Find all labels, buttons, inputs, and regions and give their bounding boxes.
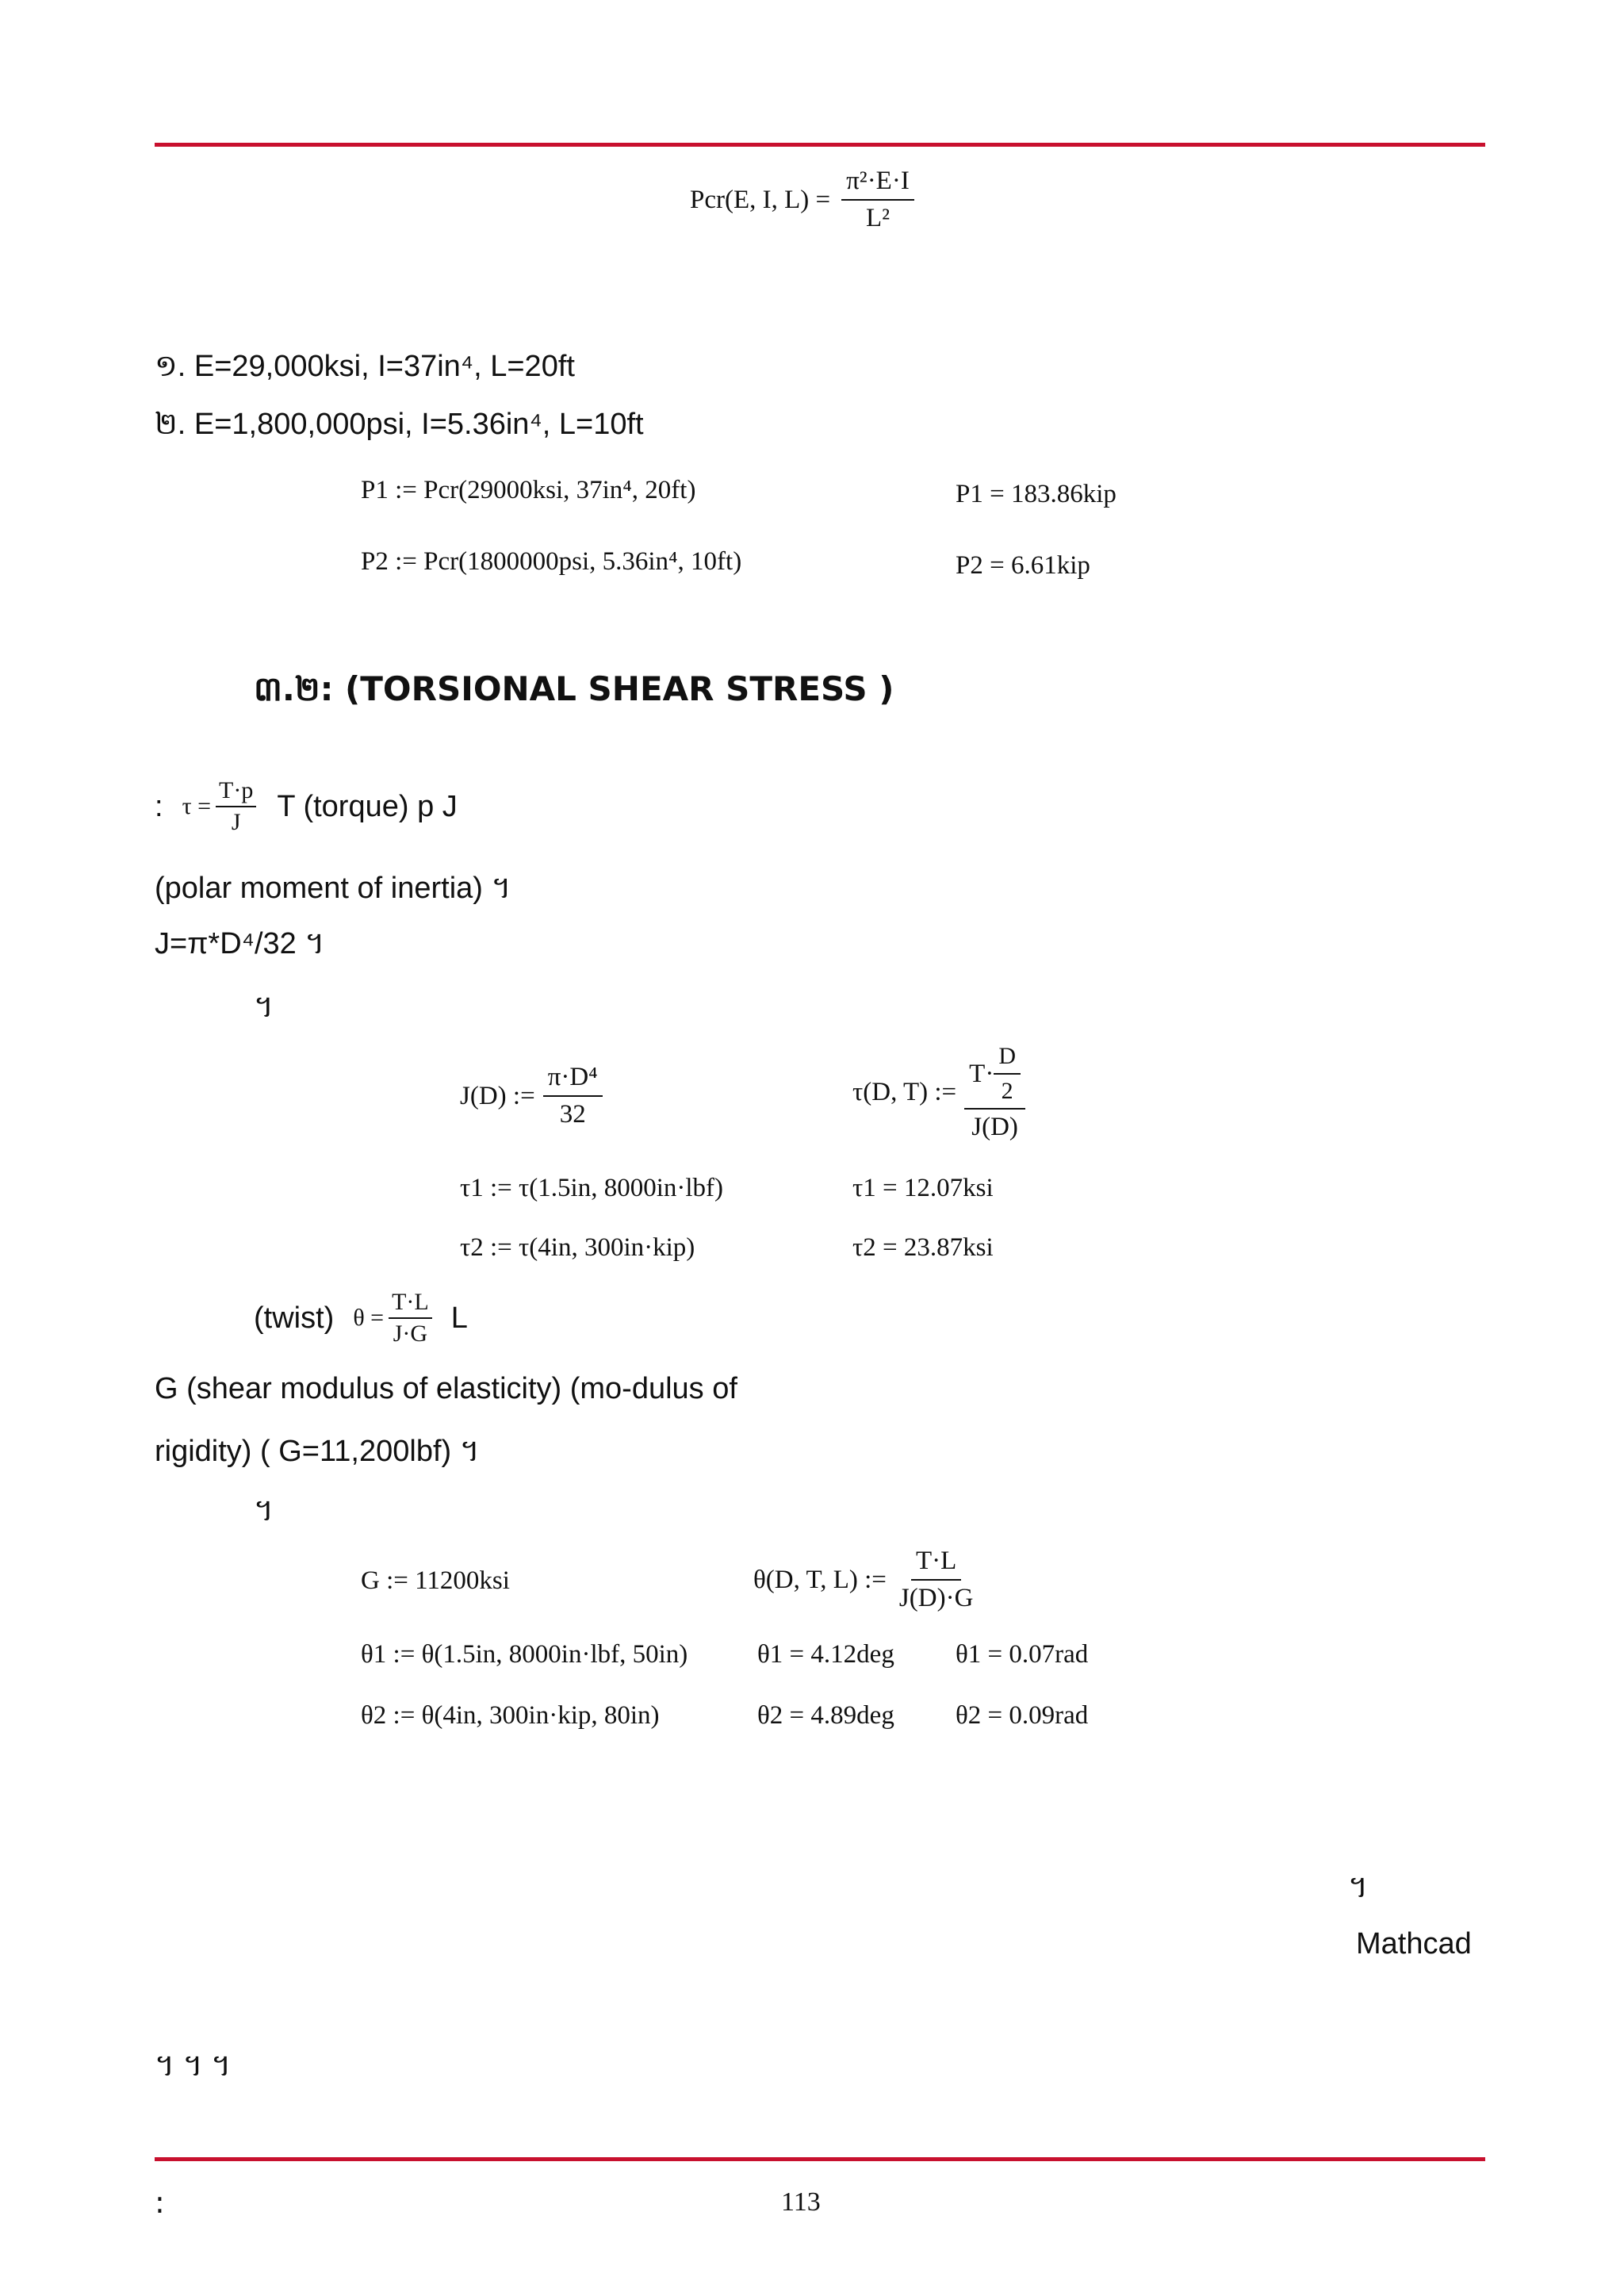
header-rule <box>155 143 1485 147</box>
theta1-radians: θ1 = 0.07rad <box>956 1640 1089 1669</box>
summary-line-1b: ។ <box>1348 1871 1369 1904</box>
torsion-line2-rest: T (torque) p J <box>277 789 458 823</box>
twist-para-line-3: rigidity) ( G=11,200lbf) ។ <box>155 1435 480 1468</box>
p1-result: P1 = 183.86kip <box>956 480 1116 508</box>
theta1-definition: θ1 := θ(1.5in, 8000in·lbf, 50in) <box>361 1640 688 1669</box>
theta-numerator: T·L <box>911 1547 961 1581</box>
tau-num-d-over-2 <box>994 1043 1021 1105</box>
tau2-definition: τ2 := τ(4in, 300in·kip) <box>460 1233 695 1262</box>
p2-result: P2 = 6.61kip <box>956 551 1090 580</box>
tau-inline-denominator: J <box>231 809 241 835</box>
torsion-para-line-2 <box>155 777 458 836</box>
j-lhs: J(D) := <box>460 1081 535 1110</box>
tau-num-2: 2 <box>1001 1078 1013 1104</box>
intro-item-1: ១. E=29,000ksi, I=37in⁴, L=20ft <box>155 350 575 383</box>
tau2-result: τ2 = 23.87ksi <box>852 1233 994 1262</box>
page-number: 113 <box>781 2187 821 2217</box>
torsion-para-line-3: (polar moment of inertia) ។ <box>155 872 511 905</box>
twist-para-line-2: G (shear modulus of elasticity) (mo-dulus of <box>155 1372 737 1405</box>
tau-fraction <box>964 1043 1025 1142</box>
twist-line1-rest: L <box>450 1301 468 1335</box>
theta-inline-fraction <box>389 1289 432 1347</box>
torsion-line2-lead: : <box>155 789 163 823</box>
torsion-para2-line-1: ។ <box>254 991 274 1024</box>
theta2-radians: θ2 = 0.09rad <box>956 1701 1089 1730</box>
section-title-torsional: ៣.២: (TORSIONAL SHEAR STRESS ) <box>254 669 894 708</box>
tau-inline-fraction <box>216 777 256 836</box>
p1-definition: P1 := Pcr(29000ksi, 37in⁴, 20ft) <box>361 476 696 504</box>
tau-num-t: T· <box>969 1059 994 1088</box>
theta-fraction <box>894 1547 978 1613</box>
theta-function-def <box>753 1547 978 1613</box>
p2-definition: P2 := Pcr(1800000psi, 5.36in⁴, 10ft) <box>361 547 742 576</box>
tau-inline-numerator: T·p <box>216 777 256 807</box>
tau-numerator <box>964 1043 1025 1110</box>
theta-denominator: J(D)·G <box>898 1584 974 1612</box>
pcr-fraction <box>841 167 914 233</box>
tau1-result: τ1 = 12.07ksi <box>852 1174 994 1202</box>
pcr-lhs: Pcr(E, I, L) = <box>690 185 831 214</box>
twist-para-line-1 <box>254 1289 468 1347</box>
j-denominator: 32 <box>559 1100 586 1129</box>
theta-inline-lhs: θ = <box>353 1305 385 1331</box>
footer-rule <box>155 2157 1485 2161</box>
theta-inline-numerator: T·L <box>389 1289 432 1319</box>
pcr-denominator: L² <box>865 204 891 232</box>
tau1-definition: τ1 := τ(1.5in, 8000in·lbf) <box>460 1174 724 1202</box>
theta2-degrees: θ2 = 4.89deg <box>757 1701 894 1730</box>
j-fraction <box>543 1063 603 1129</box>
tau-inline-lhs: τ = <box>182 793 212 819</box>
theta-lhs: θ(D, T, L) := <box>753 1565 887 1594</box>
torsion-para-line-4: J=π*D⁴/32 ។ <box>155 927 325 960</box>
theta-inline-denominator: J·G <box>393 1320 428 1347</box>
j-function-def <box>460 1063 603 1129</box>
twist-line1-lead: (twist) <box>254 1301 335 1335</box>
tau-function-def <box>852 1043 1025 1142</box>
tau-num-d: D <box>994 1043 1021 1075</box>
pcr-numerator: π²·E·I <box>841 167 914 201</box>
footer-author: : <box>155 2185 165 2220</box>
pcr-formula <box>690 167 914 233</box>
tau-lhs: τ(D, T) := <box>852 1078 957 1106</box>
j-numerator: π·D⁴ <box>543 1063 603 1097</box>
theta1-degrees: θ1 = 4.12deg <box>757 1640 894 1669</box>
summary-line-2b: Mathcad <box>1356 1927 1472 1961</box>
theta2-definition: θ2 := θ(4in, 300in·kip, 80in) <box>361 1701 660 1730</box>
summary-line-4: ។ ។ ។ <box>155 2049 232 2083</box>
twist-para-line-4: ។ <box>254 1494 274 1527</box>
g-definition: G := 11200ksi <box>361 1566 510 1595</box>
intro-item-2: ២. E=1,800,000psi, I=5.36in⁴, L=10ft <box>155 408 644 441</box>
tau-denominator: J(D) <box>971 1113 1018 1141</box>
